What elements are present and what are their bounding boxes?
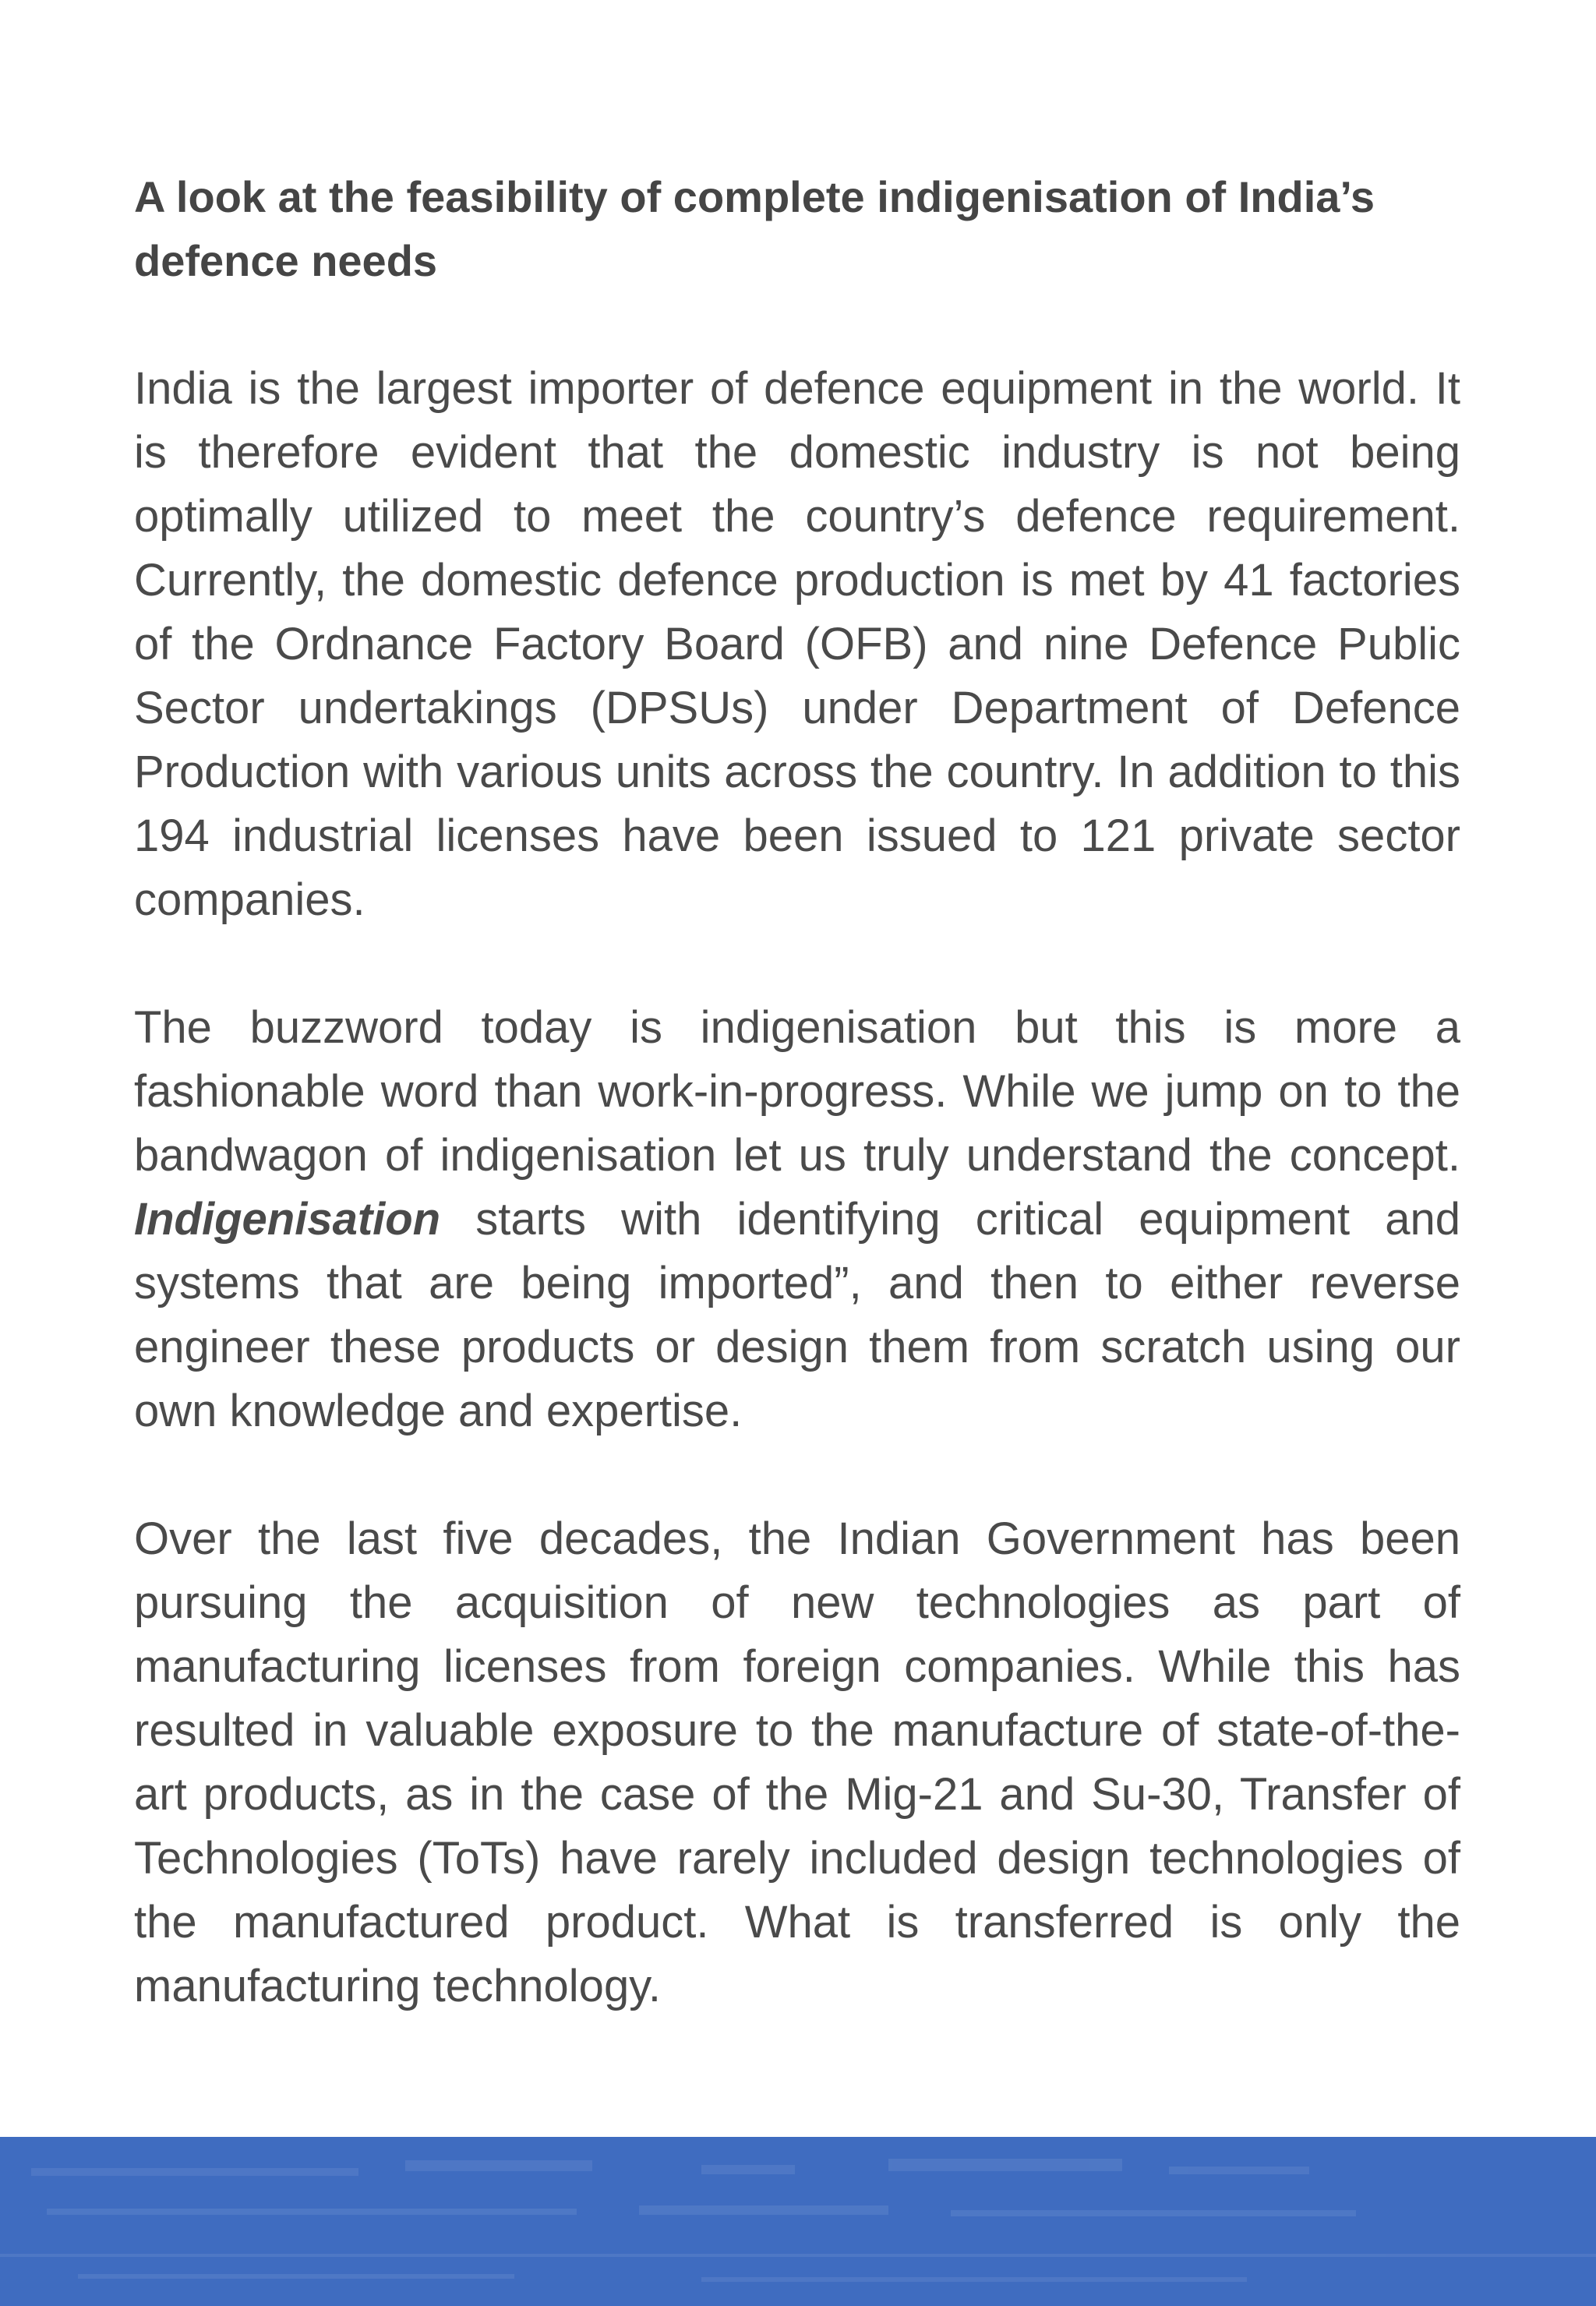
paragraph-2-text-after: starts with identifying critical equipment and systems that are being imported”, and then to either reverse engineer these products or design them from scratch using our own knowledge and expertise. xyxy=(134,1194,1460,1436)
paragraph-2-emphasis: Indigenisation xyxy=(134,1194,441,1245)
footer-decorative-band xyxy=(0,2137,1596,2306)
paragraph-1: India is the largest importer of defence equipment in the world. It is therefore evident that the domestic industry is not being optimally utilized to meet the country’s defence requirement. Currently, the domestic defence production is met by 41 factories of the Ordnance Factory Board (OFB) and nine Defence Public Sector undertakings (DPSUs) under Department of Defence Production with various units across the country. In addition to this 194 industrial licenses have been issued to 121 private sector companies. xyxy=(134,363,1460,925)
paragraph-2 xyxy=(134,996,1460,1443)
article xyxy=(134,165,1460,2018)
article-title: A look at the feasibility of complete indigenisation of India’s defence needs xyxy=(134,172,1375,285)
paragraph-2-text-before: The buzzword today is indigenisation but this is more a fashionable word than work-in-progress. While we jump on to the bandwagon of indigenisation let us truly understand the concept. xyxy=(134,1002,1460,1181)
paragraph-3: Over the last five decades, the Indian Government has been pursuing the acquisition of new technologies as part of manufacturing licenses from foreign companies. While this has resulted in valuable exposure to the manufacture of state-of-the-art products, as in the case of the Mig-21 and Su-30, Transfer of Technologies (ToTs) have rarely included design technologies of the manufactured product. What is transferred is only the manufacturing technology. xyxy=(134,1513,1460,2011)
footer-texture-graphic xyxy=(0,2137,1596,2306)
